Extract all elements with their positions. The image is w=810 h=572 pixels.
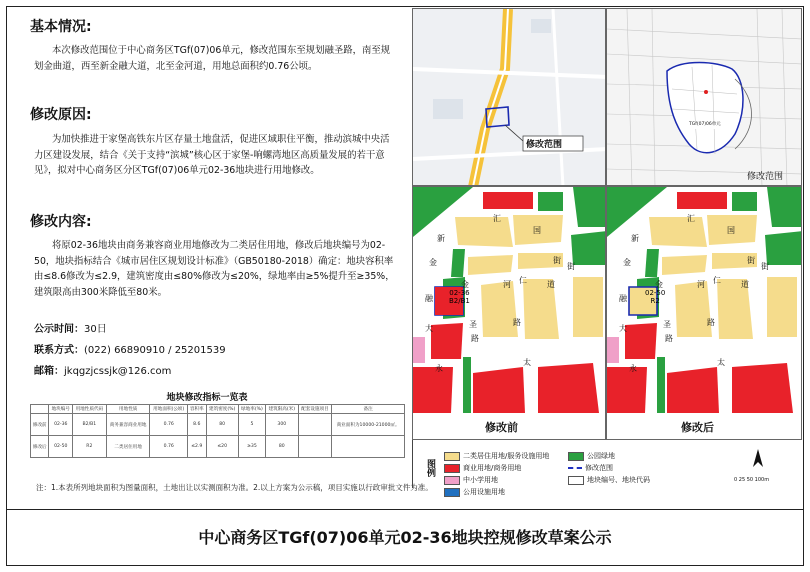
road-label: 新 <box>437 234 445 243</box>
after-parcel-label: 02-50 R2 <box>645 289 666 305</box>
table-title: 地块修改指标一览表 <box>166 393 248 403</box>
road-label: 汇 <box>687 214 695 223</box>
location-map-graphic <box>607 9 802 186</box>
road-label: 圣 <box>469 320 477 329</box>
email-row: 邮箱：jkqgzjcssjk@126.com <box>34 366 172 377</box>
scope-map <box>412 8 606 186</box>
road-label: 融 <box>619 294 627 303</box>
after-map <box>606 186 802 440</box>
table-note: 注：1.本表所列地块面积为图量面积，土地出让以实测面积为准。2.以上方案为公示稿，项目实施以行政审批文件为准。 <box>36 483 433 492</box>
location-caption: 修改范围 <box>747 172 784 182</box>
location-unit-label: TGf(07)06单元 <box>689 122 721 127</box>
indicator-table <box>30 404 405 458</box>
road-label: 街 <box>747 256 755 265</box>
after-map-graphic <box>607 187 802 413</box>
legend-item: 中小学用地 <box>444 475 498 485</box>
before-parcel-label: 02-36 B2/B1 <box>449 289 470 305</box>
period-row: 公示时间：30日 <box>34 324 107 335</box>
legend-item: 地块编号、地块代码 <box>568 475 650 485</box>
road-label: 金 <box>461 280 469 289</box>
content-heading: 修改内容: <box>30 214 92 230</box>
table-row: 修改后 02-50 R2 二类居住用地 0.76 ≤2.9 ≤20 ≥35 80 <box>31 436 405 458</box>
road-label: 圣 <box>663 320 671 329</box>
before-map-graphic <box>413 187 606 413</box>
scope-map-graphic <box>413 9 606 186</box>
road-label: 大 <box>619 324 627 333</box>
before-caption: 修改前 <box>485 421 518 434</box>
table-header-row: 地块编号 用地性质代码 用地性质 用地面积(公顷) 容积率 建筑密度(%) 绿地率(%) 建筑限高(米) 配套设施项目 备注 <box>31 405 405 414</box>
north-arrow-icon <box>748 447 768 471</box>
road-label: 新 <box>631 234 639 243</box>
road-label: 道 <box>547 280 555 289</box>
road-label: 大 <box>425 324 433 333</box>
road-label: 金 <box>623 258 631 267</box>
reason-heading: 修改原因: <box>30 107 92 123</box>
road-label: 道 <box>741 280 749 289</box>
legend-item: 公用设施用地 <box>444 487 505 497</box>
road-label: 街 <box>553 256 561 265</box>
road-label: 路 <box>513 318 521 327</box>
road-label: 金 <box>655 280 663 289</box>
road-label: 永 <box>435 364 443 373</box>
basic-heading: 基本情况: <box>30 19 92 35</box>
scope-caption: 修改范围 <box>526 140 563 150</box>
road-label: 路 <box>471 334 479 343</box>
before-map <box>412 186 606 440</box>
legend-item: 二类居住用地/服务设施用地 <box>444 451 549 461</box>
road-label: 街 <box>761 262 769 271</box>
legend-item: 修改范围 <box>568 463 613 473</box>
road-label: 街 <box>567 262 575 271</box>
road-label: 太 <box>717 358 725 367</box>
after-caption: 修改后 <box>681 421 714 434</box>
road-label: 河 <box>503 280 511 289</box>
reason-text: 为加快推进于家堡高铁东片区存量土地盘活，促进区域职住平衡，推动滨城中央活力区建设发展，结合《关于支持“滨城”核心区于家堡-响螺湾地区高质量发展的若干意见》，拟对中心商务区分区TGf(07)06单元02-36地块进行用地修改。 <box>34 134 390 176</box>
road-label: 路 <box>665 334 673 343</box>
basic-text: 本次修改范围位于中心商务区TGf(07)06单元，修改范围东至规划融圣路，南至规划金曲道，西至新金融大道，北至金河道，用地总面积约0.76公顷。 <box>34 45 391 72</box>
road-label: 仁 <box>713 276 721 285</box>
road-label: 河 <box>697 280 705 289</box>
road-label: 太 <box>523 358 531 367</box>
road-label: 融 <box>425 294 433 303</box>
scale-bar: 0 25 50 100m <box>734 477 770 483</box>
content-text: 将原02-36地块由商务兼容商业用地修改为二类居住用地，修改后地块编号为02-50，地块指标结合《城市居住区规划设计标准》（GB50180-2018）确定：地块容积率由≤8.6修改为≤2.9，建筑密度由≤80%修改为≤20%，绿地率由≥5%提升至≥35%，建筑限高由300米降低至80米。 <box>34 240 395 298</box>
map-legend <box>418 447 798 507</box>
road-label: 国 <box>533 226 541 235</box>
table-row: 修改前 02-36 B2/B1 商务兼容商业用地 0.76 8.6 80 5 300 商业面积为10000-21000㎡。 <box>31 414 405 436</box>
page-title: 中心商务区TGf(07)06单元02-36地块控规修改草案公示 <box>6 509 804 566</box>
contact-row: 联系方式：(022) 66890910 / 25201539 <box>34 345 226 356</box>
legend-item: 商业用地/商务用地 <box>444 463 521 473</box>
legend-item: 公园绿地 <box>568 451 615 461</box>
road-label: 国 <box>727 226 735 235</box>
road-label: 路 <box>707 318 715 327</box>
road-label: 永 <box>629 364 637 373</box>
road-label: 汇 <box>493 214 501 223</box>
road-label: 金 <box>429 258 437 267</box>
road-label: 仁 <box>519 276 527 285</box>
location-map <box>606 8 802 186</box>
legend-title: 图例 <box>425 459 435 477</box>
